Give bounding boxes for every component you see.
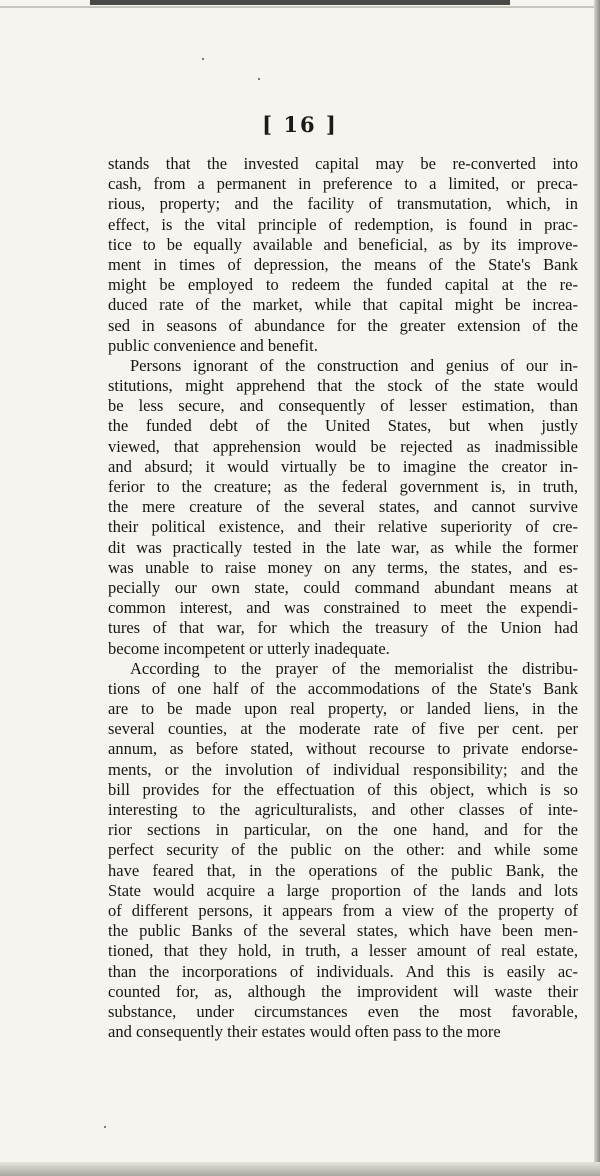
text-line: was unable to raise money on any terms, the states, and es-	[108, 557, 578, 577]
bottom-page-edge	[0, 1162, 600, 1176]
paragraph	[108, 154, 578, 356]
text-line: viewed, that apprehension would be rejected as inadmissible	[108, 436, 578, 456]
top-border-rule	[90, 0, 510, 5]
text-line: tions of one half of the accommodations of the State's Bank	[108, 678, 578, 698]
text-line: pecially our own state, could command abundant means at	[108, 577, 578, 597]
text-line: tioned, that they hold, in truth, a lesser amount of real estate,	[108, 941, 578, 961]
text-line: the funded debt of the United States, but when justly	[108, 416, 578, 436]
text-line: their political existence, and their relative superiority of cre-	[108, 517, 578, 537]
text-line: stands that the invested capital may be re-converted into	[108, 154, 578, 173]
text-line: rious, property; and the facility of transmutation, which, in	[108, 194, 578, 214]
text-line: sed in seasons of abundance for the greater extension of the	[108, 315, 578, 335]
text-line: interesting to the agriculturalists, and other classes of inte-	[108, 800, 578, 819]
speck	[258, 78, 260, 80]
paragraph	[108, 356, 578, 659]
text-line: the public Banks of the several states, which have been men-	[108, 921, 578, 941]
speck	[104, 1126, 106, 1128]
text-line: ferior to the creature; as the federal government is, in truth,	[108, 477, 578, 496]
text-line: substance, under circumstances even the most favorable,	[108, 1001, 578, 1021]
text-line: perfect security of the public on the other: and while some	[108, 840, 578, 860]
text-line: and consequently their estates would often pass to the more	[108, 1022, 501, 1042]
text-line: tice to be equally available and beneficial, as by its improve-	[108, 234, 578, 254]
text-line: rior sections in particular, on the one hand, and for the	[108, 820, 578, 840]
text-line: of different persons, it appears from a view of the property of	[108, 900, 578, 920]
text-line: the mere creature of the several states, and cannot survive	[108, 497, 578, 517]
right-page-edge	[594, 0, 600, 1176]
text-line: public convenience and benefit.	[108, 335, 318, 355]
text-line: and absurd; it would virtually be to imagine the creator in-	[108, 456, 578, 476]
text-line: dit was practically tested in the late war, as while the former	[108, 537, 578, 557]
text-line: might be employed to redeem the funded capital at the re-	[108, 275, 578, 295]
text-line: than the incorporations of individuals. And this is easily ac-	[108, 961, 578, 981]
page-number: [ 16 ]	[262, 112, 338, 137]
text-line: stitutions, might apprehend that the stock of the state would	[108, 376, 578, 396]
text-line: Persons ignorant of the construction and genius of our in-	[130, 355, 578, 375]
top-edge-shadow	[0, 6, 600, 8]
paragraph	[108, 659, 578, 1043]
text-line: become incompetent or utterly inadequate.	[108, 638, 390, 658]
text-line: duced rate of the market, while that capital might be increa-	[108, 295, 578, 315]
text-line: several counties, at the moderate rate of five per cent. per	[108, 719, 578, 739]
text-line: common interest, and was constrained to meet the expendi-	[108, 598, 578, 618]
speck	[202, 58, 204, 60]
text-line: ments, or the involution of individual responsibility; and the	[108, 759, 578, 779]
text-line: bill provides for the effectuation of this object, which is so	[108, 779, 578, 799]
text-line: cash, from a permanent in preference to a limited, or preca-	[108, 174, 578, 194]
text-line: have feared that, in the operations of the public Bank, the	[108, 860, 578, 880]
text-line: According to the prayer of the memorialist the distribu-	[130, 658, 578, 678]
text-line: be less secure, and consequently of lesser estimation, than	[108, 396, 578, 416]
text-line: effect, is the vital principle of redemption, is found in prac-	[108, 214, 578, 234]
text-line: are to be made upon real property, or landed liens, in the	[108, 699, 578, 719]
text-line: counted for, as, although the improvident will waste their	[108, 981, 578, 1001]
body-text	[108, 154, 578, 1042]
text-line: State would acquire a large proportion of the lands and lots	[108, 880, 578, 900]
text-line: annum, as before stated, without recourse to private endorse-	[108, 739, 578, 759]
text-line: ment in times of depression, the means of the State's Bank	[108, 254, 578, 274]
text-line: tures of that war, for which the treasury of the Union had	[108, 618, 578, 638]
